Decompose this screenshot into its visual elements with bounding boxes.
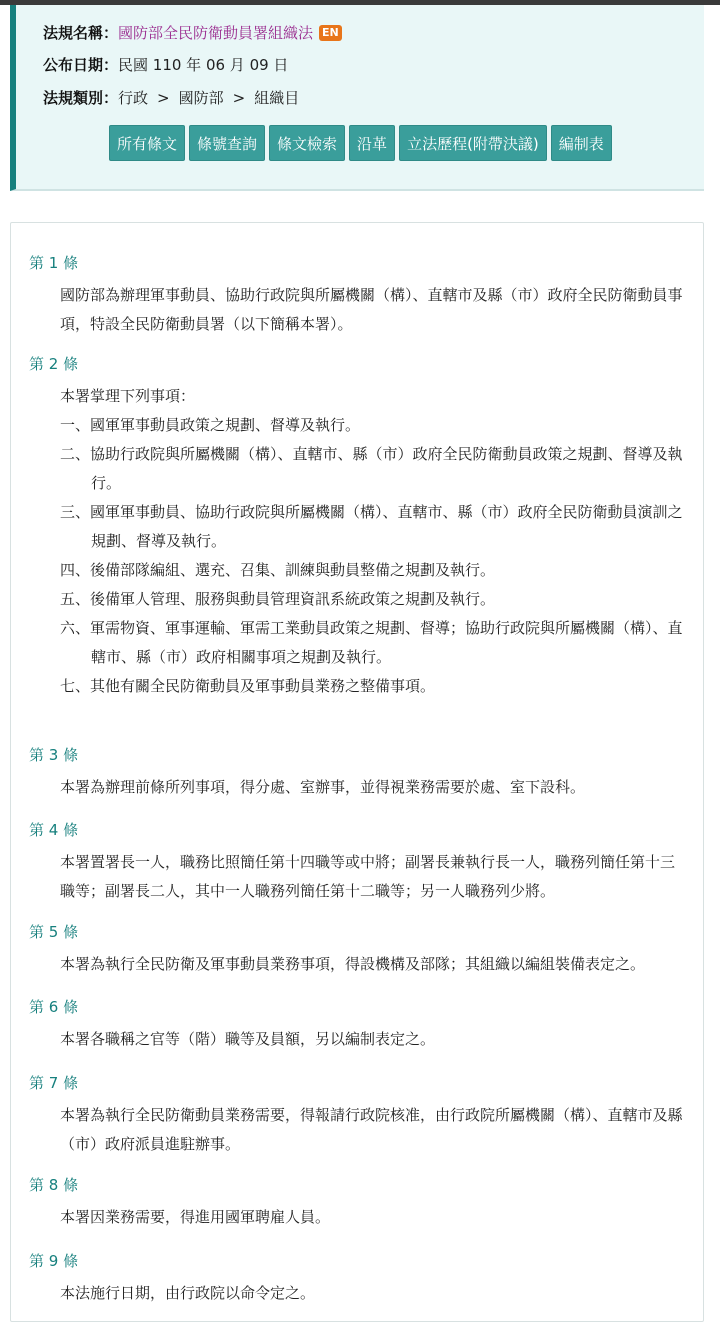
list-item: 一、國軍軍事動員政策之規劃、督導及執行。: [60, 416, 361, 434]
publish-date-value: 民國 110 年 06 月 09 日: [118, 56, 289, 74]
article-text: 本署為辦理前條所列事項，得分處、室辦事，並得視業務需要於處、室下設科。: [60, 778, 586, 796]
list-item: 三、國軍軍事動員、協助行政院與所屬機關（構）、直轄市、縣（市）政府全民防衛動員演訓之規劃、督導及執行。: [60, 503, 683, 550]
publish-date-label: 公布日期：: [43, 56, 119, 74]
article-number: 第 6 條: [29, 998, 79, 1016]
article-text: 本署因業務需要，得進用國軍聘雇人員。: [60, 1208, 331, 1226]
article-text: 本署各職稱之官等（階）職等及員額，另以編制表定之。: [60, 1030, 436, 1048]
article-number: 第 9 條: [29, 1252, 79, 1270]
article: [29, 997, 689, 1054]
article: [29, 820, 689, 906]
list-item: 七、其他有關全民防衛動員及軍事動員業務之整備事項。: [60, 677, 436, 695]
article-number: 第 5 條: [29, 923, 79, 941]
article-text: 本署掌理下列事項：: [60, 387, 196, 405]
article-text: 本署為執行全民防衛及軍事動員業務事項，得設機構及部隊；其組織以編組裝備表定之。: [60, 955, 646, 973]
article-number: 第 1 條: [29, 254, 79, 272]
breadcrumb-item-administration[interactable]: 行政: [118, 89, 149, 107]
article-text: 國防部為辦理軍事動員、協助行政院與所屬機關（構）、直轄市及縣（市）政府全民防衛動員事項，特設全民防衛動員署（以下簡稱本署）。: [60, 286, 683, 333]
list-item: 四、後備部隊編組、選充、召集、訓練與動員整備之規劃及執行。: [60, 561, 496, 579]
law-info-panel: [10, 5, 704, 191]
article-text: 本署置署長一人，職務比照簡任第十四職等或中將；副署長兼執行長一人，職務列簡任第十三職等；副署長二人，其中一人職務列簡任第十二職等；另一人職務列少將。: [60, 853, 676, 900]
law-name-link[interactable]: 國防部全民防衛動員署組織法: [118, 24, 314, 42]
article-text: 本署為執行全民防衛動員業務需要，得報請行政院核准，由行政院所屬機關（構）、直轄市及縣（市）政府派員進駐辦事。: [60, 1106, 683, 1153]
law-name-row: [43, 23, 342, 43]
article-number: 第 8 條: [29, 1176, 79, 1194]
list-item: 五、後備軍人管理、服務與動員管理資訊系統政策之規劃及執行。: [60, 590, 496, 608]
article-text: 本法施行日期，由行政院以命令定之。: [60, 1284, 316, 1302]
list-item: 二、協助行政院與所屬機關（構）、直轄市、縣（市）政府全民防衛動員政策之規劃、督導及執行。: [60, 445, 683, 492]
article-number: 第 4 條: [29, 821, 79, 839]
breadcrumb-item-organization[interactable]: 組織目: [254, 89, 300, 107]
article: [29, 354, 689, 701]
article-number: 第 2 條: [29, 355, 79, 373]
law-category-label: 法規類別：: [43, 89, 119, 107]
article: [29, 1251, 689, 1308]
breadcrumb-separator: >: [232, 89, 246, 107]
all-articles-button[interactable]: 所有條文: [109, 125, 185, 161]
staffing-table-button[interactable]: 編制表: [551, 125, 612, 161]
article: [29, 1073, 689, 1159]
legislative-history-button[interactable]: 立法歷程(附帶決議): [399, 125, 547, 161]
articles-panel: [10, 222, 704, 1322]
breadcrumb-separator: >: [157, 89, 170, 107]
article-number: 第 3 條: [29, 746, 79, 764]
list-item: 六、軍需物資、軍事運輸、軍需工業動員政策之規劃、督導；協助行政院與所屬機關（構）、直轄市、縣（市）政府相關事項之規劃及執行。: [60, 619, 683, 666]
law-function-buttons: [109, 125, 616, 161]
article-number-query-button[interactable]: 條號查詢: [189, 125, 265, 161]
law-name-label: 法規名稱：: [43, 24, 119, 42]
article: [29, 745, 689, 802]
article: [29, 253, 689, 339]
history-button[interactable]: 沿革: [349, 125, 395, 161]
english-version-badge[interactable]: EN: [319, 25, 342, 41]
article-number: 第 7 條: [29, 1074, 79, 1092]
article-search-button[interactable]: 條文檢索: [269, 125, 345, 161]
law-category-breadcrumb: [43, 88, 299, 108]
breadcrumb-item-mnd[interactable]: 國防部: [178, 89, 224, 107]
article: [29, 1175, 689, 1232]
article: [29, 922, 689, 979]
publish-date-row: [43, 55, 288, 75]
